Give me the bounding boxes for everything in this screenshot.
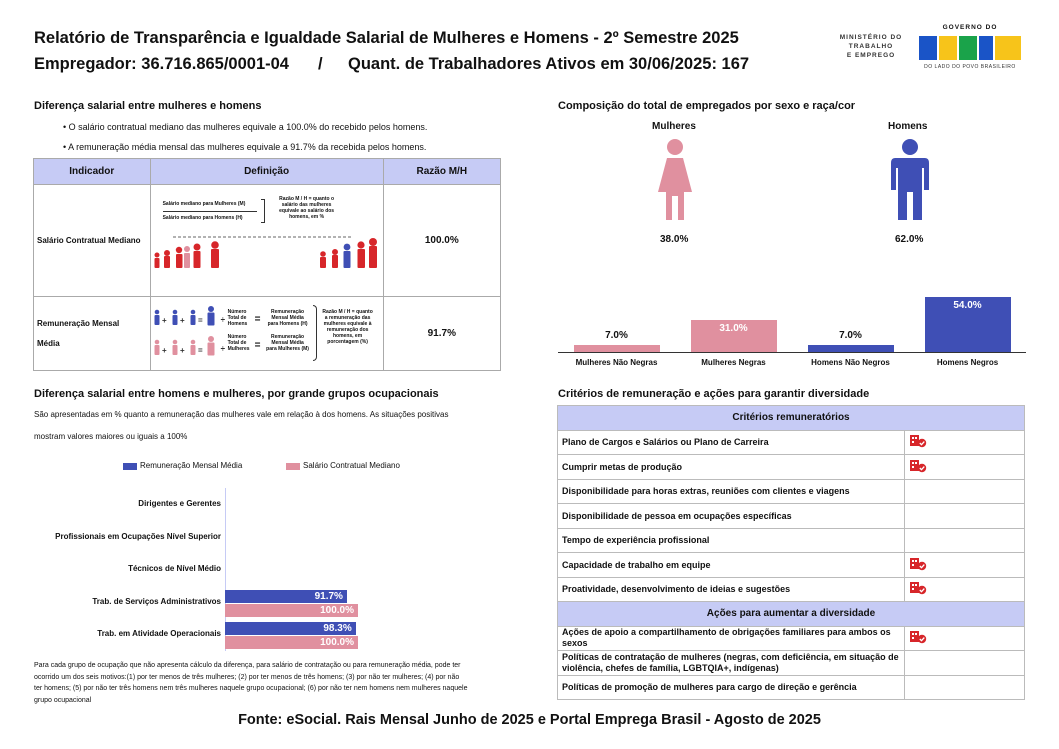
- salary-diff-title: Diferença salarial entre mulheres e homens: [34, 100, 262, 112]
- criteria-label: Proatividade, desenvolvimento de ideias e sugestões: [558, 577, 905, 602]
- people-median-icon: [151, 227, 383, 271]
- occupational-title: Diferença salarial entre homens e mulheres, por grande grupos ocupacionais: [34, 388, 439, 400]
- col-header-definition: Definição: [150, 159, 383, 185]
- occupational-category-label: Dirigentes e Gerentes: [138, 499, 221, 508]
- ratio-avg-remuneration: 91.7%: [383, 297, 500, 371]
- criteria-row: [558, 504, 1025, 529]
- criteria-row: [558, 528, 1025, 553]
- criteria-label: Ações de apoio a compartilhamento de obrigações familiares para ambos os sexos: [558, 626, 905, 651]
- check-building-icon: [909, 557, 927, 571]
- col-header-ratio: Razão M/H: [383, 159, 500, 185]
- gov-brasil-logo: GOVERNO DO DO LADO DO POVO BRASILEIRO: [915, 24, 1025, 70]
- criteria-row: [558, 455, 1025, 480]
- criteria-row: [558, 577, 1025, 602]
- svg-text:+: +: [179, 316, 185, 325]
- bullet-contract-salary: • O salário contratual mediano das mulheres equivale a 100.0% do recebido pelos homens.: [63, 122, 428, 132]
- criteria-row: [558, 626, 1025, 651]
- composition-bar-0: [574, 345, 660, 352]
- occupational-category-label: Trab. de Serviços Administrativos: [92, 596, 221, 606]
- composition-axis: [558, 352, 1026, 353]
- svg-text:=: =: [197, 346, 203, 355]
- criteria-check-cell: [905, 504, 1025, 529]
- definition-avg-remuneration: + + = + + = ÷ ÷ Número Total de Homens Número Total de Mulheres = = Remuneração Mensal Média para Homens (H) Remuneração Mensal Média para Mulheres (M) Razão M / H = quanto a remuneração das mulheres equivale à remuneração dos homens, em porcentagem (%): [150, 297, 383, 371]
- criteria-label: Políticas de contratação de mulheres (negras, com deficiência, em situação de violência, chefes de família, LGBTQIA+, indígenas): [558, 651, 905, 676]
- occupational-value-label: 91.7%: [314, 590, 343, 602]
- legend-salary: Salário Contratual Mediano: [303, 461, 400, 470]
- svg-text:+: +: [179, 346, 185, 355]
- check-building-icon: [909, 434, 927, 448]
- col-header-indicator: Indicador: [34, 159, 151, 185]
- indicator-table: [33, 158, 501, 371]
- criteria-label: Disponibilidade de pessoa em ocupações específicas: [558, 504, 905, 529]
- criteria-row: [558, 430, 1025, 455]
- check-building-icon: [909, 459, 927, 473]
- criteria-check-cell: [905, 479, 1025, 504]
- indicator-contract-salary: Salário Contratual Mediano: [34, 185, 151, 297]
- occupational-category-label: Técnicos de Nível Médio: [128, 564, 221, 573]
- legend-swatch-salary: [286, 463, 300, 470]
- composition-value-label: 7.0%: [605, 329, 628, 341]
- composition-category-label: Homens Negros: [936, 358, 999, 367]
- woman-figure-icon: [654, 138, 696, 222]
- criteria-header-remuneration: Critérios remuneratórios: [558, 406, 1025, 431]
- criteria-check-cell: [905, 577, 1025, 602]
- occupational-footnote: Para cada grupo de ocupação que não apresenta cálculo da diferença, para salário de contratação ou para remuneração média, pode ter ocorrido um dos seis motivos:(1) por ter menos de três mulheres; (2) por ter menos de três homens; (3) por não ter mulheres; (4) por não ter homens; (5) por não ter três homens nem três mulheres naquele grupo ocupacional; (6) por não ter nem homens nem mulheres naquele grupo ocupacional: [34, 662, 468, 704]
- criteria-check-cell: [905, 675, 1025, 700]
- criteria-label: Capacidade de trabalho em equipe: [558, 553, 905, 578]
- svg-text:+: +: [161, 316, 167, 325]
- criteria-row: [558, 479, 1025, 504]
- occupational-value-label: 100.0%: [320, 604, 354, 616]
- composition-value-label: 31.0%: [719, 323, 748, 335]
- composition-value-label: 7.0%: [839, 329, 862, 341]
- occupational-value-label: 100.0%: [320, 637, 354, 648]
- employer-id: Empregador: 36.716.865/0001-04: [34, 55, 289, 73]
- criteria-row: [558, 675, 1025, 700]
- svg-text:+: +: [161, 346, 167, 355]
- women-label: Mulheres: [652, 121, 696, 132]
- definition-contract-salary: Salário mediano para Mulheres (M) Salário mediano para Homens (H) Razão M / H = quanto o salário das mulheres equivale ao salário dos homens, em %: [150, 185, 383, 297]
- check-building-icon: [909, 630, 927, 644]
- criteria-header-diversity: Ações para aumentar a diversidade: [558, 602, 1025, 627]
- criteria-label: Cumprir metas de produção: [558, 455, 905, 480]
- ratio-contract-salary: 100.0%: [383, 185, 500, 297]
- composition-value-label: 54.0%: [953, 300, 982, 311]
- ministry-logo: MINISTÉRIO DO TRABALHO E EMPREGO: [839, 34, 903, 59]
- criteria-label: Tempo de experiência profissional: [558, 528, 905, 553]
- composition-title: Composição do total de empregados por sexo e raça/cor: [558, 100, 856, 112]
- criteria-label: Disponibilidade para horas extras, reuniões com clientes e viagens: [558, 479, 905, 504]
- composition-category-label: Mulheres Não Negras: [575, 358, 658, 367]
- occupational-category-label: Profissionais em Ocupações Nível Superior: [55, 531, 221, 541]
- people-sum-icon: [153, 305, 217, 365]
- criteria-check-cell: [905, 455, 1025, 480]
- bullet-avg-remuneration: • A remuneração média mensal das mulheres equivale a 91.7% da recebida pelos homens.: [63, 142, 427, 152]
- criteria-check-cell: [905, 430, 1025, 455]
- occupational-category-label: Trab. em Atividade Operacionais: [97, 629, 221, 638]
- criteria-label: Plano de Cargos e Salários ou Plano de Carreira: [558, 430, 905, 455]
- criteria-row: [558, 553, 1025, 578]
- men-percentage: 62.0%: [895, 234, 924, 245]
- check-building-icon: [909, 581, 927, 595]
- source-footer: Fonte: eSocial. Rais Mensal Junho de 2025 e Portal Emprega Brasil - Agosto de 2025: [238, 712, 821, 728]
- criteria-check-cell: [905, 528, 1025, 553]
- composition-bar-chart: [558, 290, 1026, 372]
- criteria-title: Critérios de remuneração e ações para garantir diversidade: [558, 388, 870, 400]
- composition-bar-2: [808, 345, 894, 352]
- occupational-desc-2: mostram valores maiores ou iguais a 100%: [34, 432, 188, 441]
- criteria-check-cell: [905, 626, 1025, 651]
- criteria-check-cell: [905, 553, 1025, 578]
- criteria-table: [557, 405, 1025, 700]
- criteria-row: [558, 651, 1025, 676]
- composition-category-label: Mulheres Negras: [701, 358, 766, 367]
- criteria-check-cell: [905, 651, 1025, 676]
- occupational-bar-chart: [30, 488, 500, 650]
- legend-remuneration: Remuneração Mensal Média: [140, 461, 243, 470]
- women-percentage: 38.0%: [660, 234, 689, 245]
- occupational-value-label: 98.3%: [323, 623, 352, 634]
- men-label: Homens: [888, 121, 928, 132]
- criteria-label: Políticas de promoção de mulheres para cargo de direção e gerência: [558, 675, 905, 700]
- composition-category-label: Homens Não Negros: [811, 358, 890, 367]
- header-separator: /: [318, 55, 323, 73]
- svg-text:=: =: [197, 316, 203, 325]
- active-workers: Quant. de Trabalhadores Ativos em 30/06/2025: 167: [348, 55, 750, 73]
- occupational-desc-1: São apresentadas em % quanto a remuneração das mulheres vale em relação à dos homens. As situações positivas: [34, 410, 449, 419]
- legend-swatch-remuneration: [123, 463, 137, 470]
- man-figure-icon: [889, 138, 931, 222]
- report-title: Relatório de Transparência e Igualdade Salarial de Mulheres e Homens - 2º Semestre 2025: [34, 29, 739, 47]
- indicator-avg-remuneration: Remuneração Mensal Média: [34, 297, 151, 371]
